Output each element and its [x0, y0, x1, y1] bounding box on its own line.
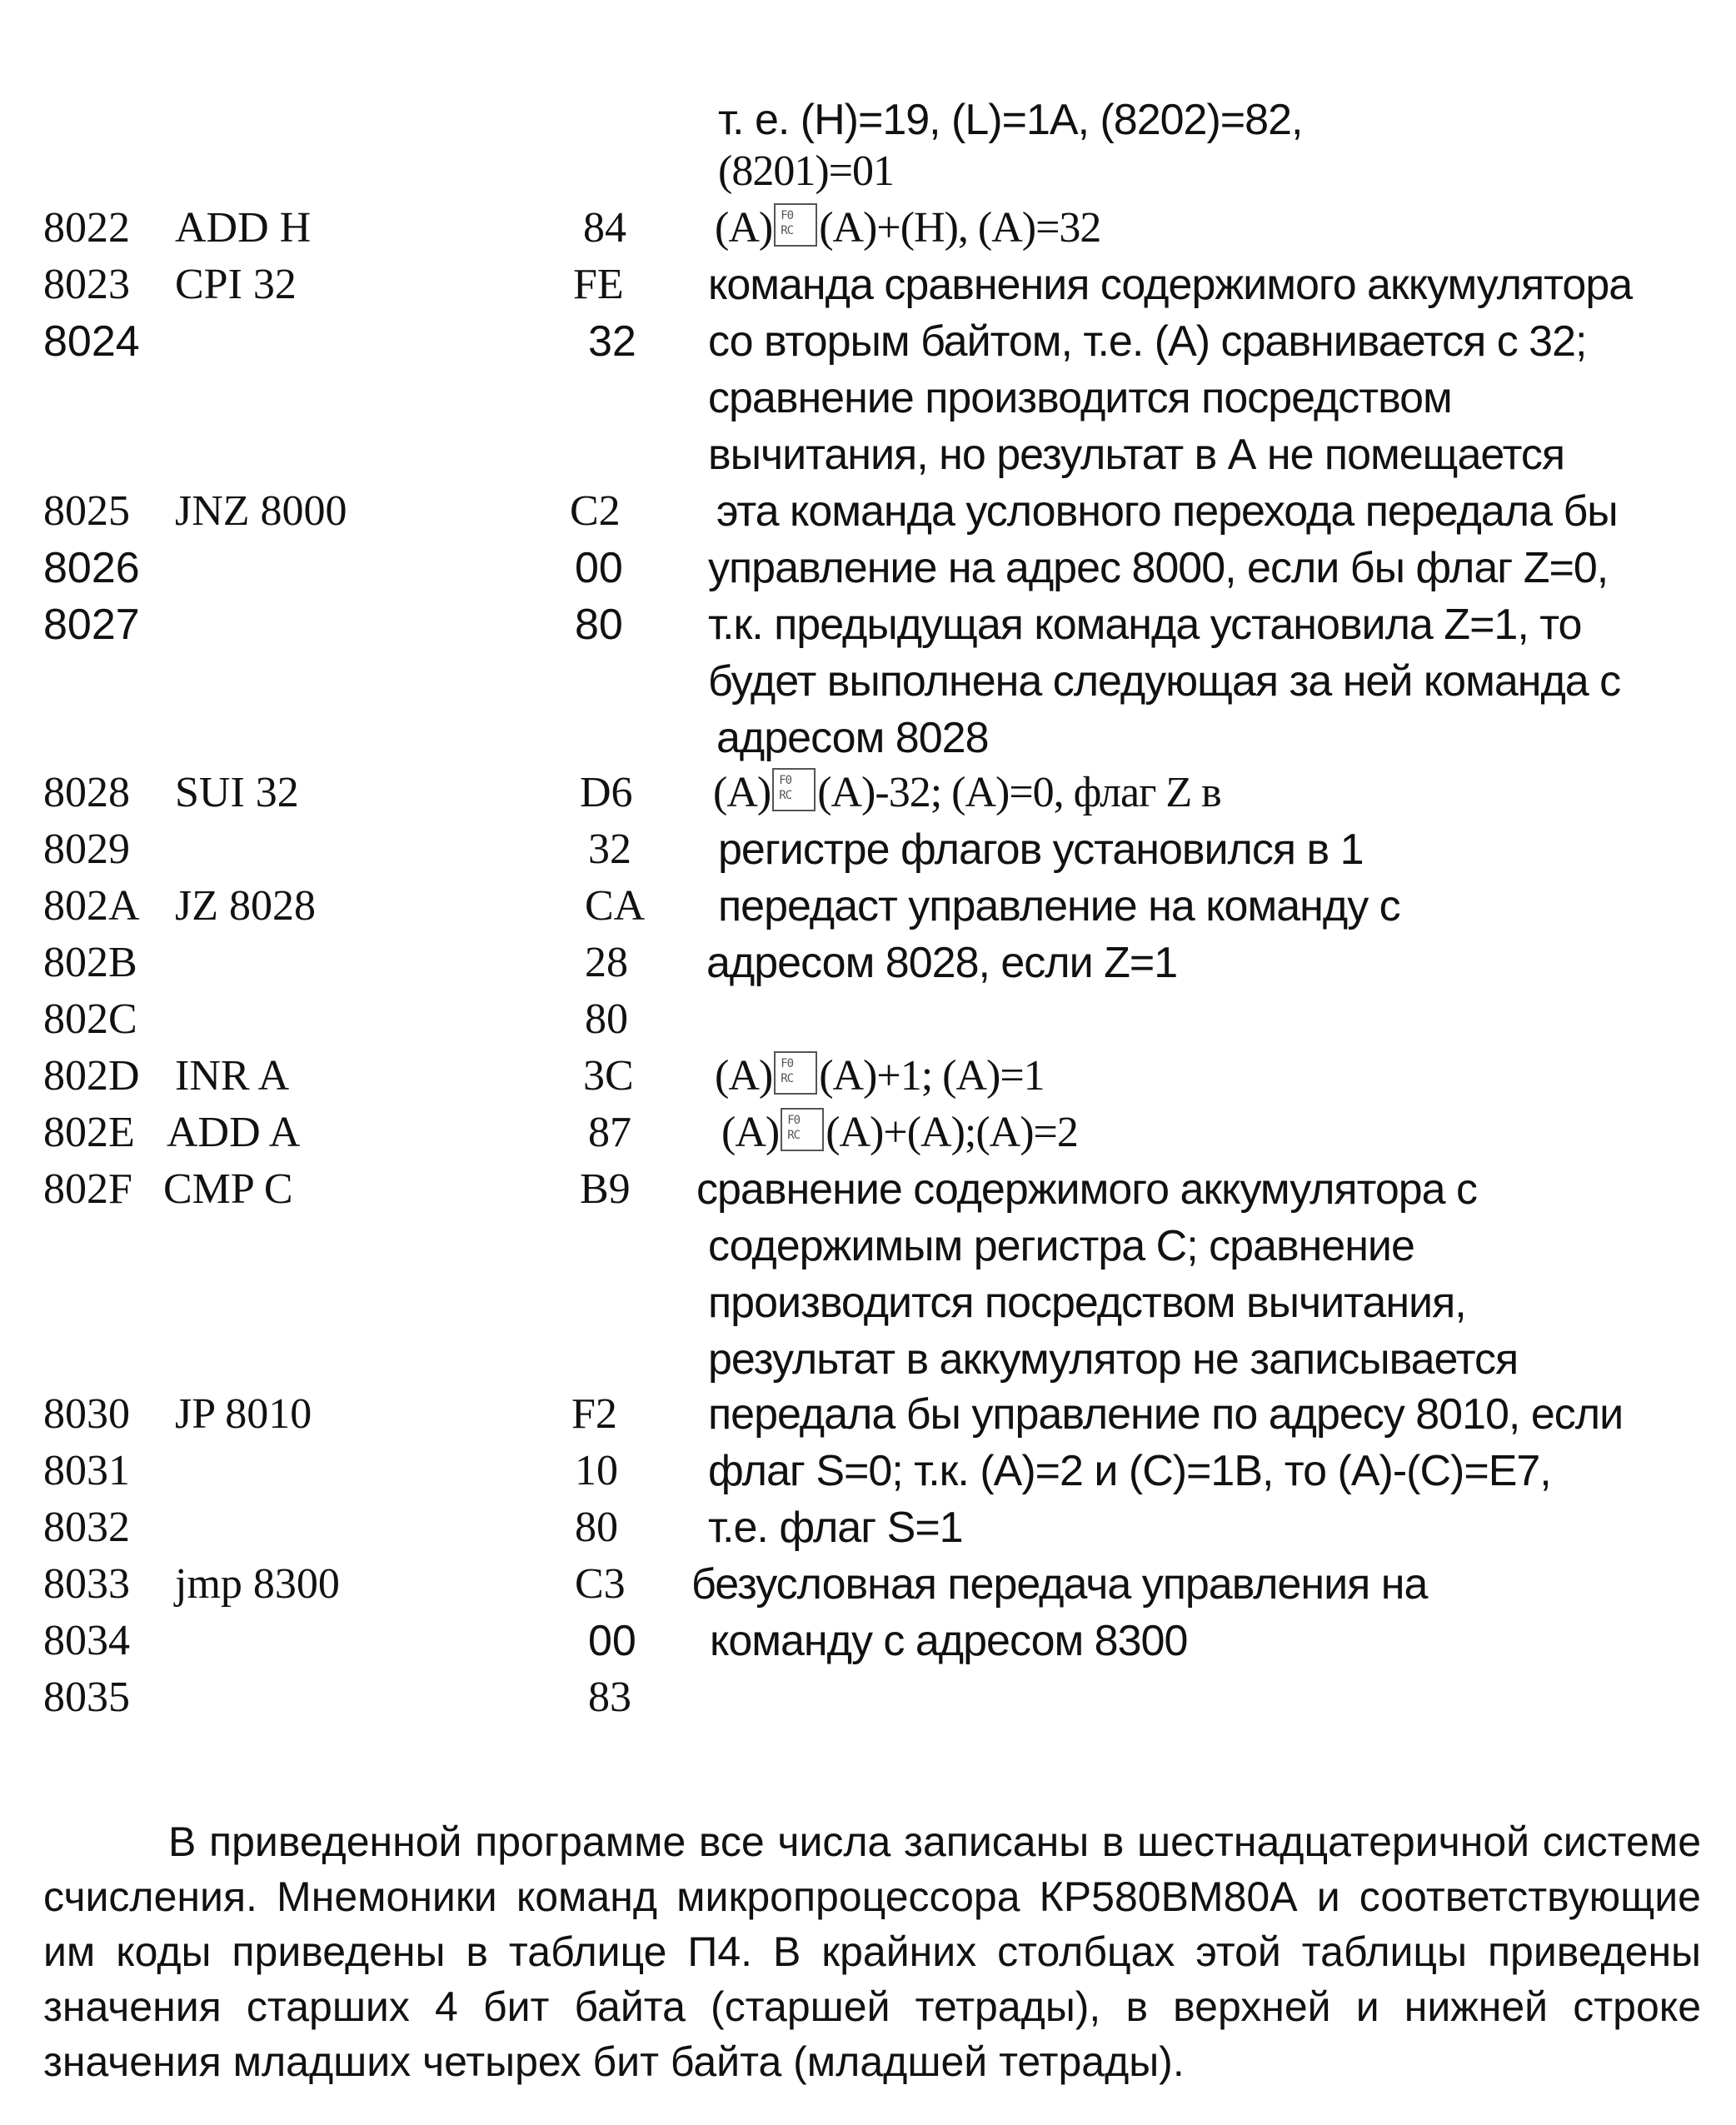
listing-line [0, 1669, 1736, 1726]
opcode: 32 [588, 826, 631, 873]
comment: т.к. предыдущая команда установила Z=1, то [708, 601, 1582, 649]
comment: т. е. (H)=19, (L)=1A, (8202)=82, [718, 96, 1303, 144]
comment-part: (A)+(H), (A)=32 [819, 204, 1101, 252]
opcode: 83 [588, 1674, 631, 1721]
opcode: F2 [571, 1390, 617, 1438]
address: 8026 [43, 544, 140, 592]
listing-line [0, 991, 1736, 1048]
address: 802B [43, 939, 137, 986]
opcode: 28 [585, 939, 628, 986]
opcode: B9 [580, 1165, 631, 1213]
listing-line [0, 1556, 1736, 1613]
listing-line [0, 313, 1736, 370]
opcode: 00 [588, 1617, 636, 1665]
comment: т.е. флаг S=1 [708, 1504, 963, 1552]
address: 8030 [43, 1390, 130, 1438]
listing-line [0, 710, 1736, 766]
opcode: 84 [583, 204, 626, 252]
address: 8031 [43, 1447, 130, 1494]
mnemonic: CPI 32 [175, 261, 297, 308]
listing-line [0, 426, 1736, 483]
address: 802A [43, 882, 140, 930]
opcode: 87 [588, 1109, 631, 1156]
address: 802D [43, 1052, 140, 1100]
listing-line [0, 821, 1736, 878]
listing-line [0, 1331, 1736, 1388]
listing-line [0, 1105, 1736, 1161]
mnemonic: jmp 8300 [175, 1560, 340, 1608]
comment: регистре флагов установился в 1 [718, 826, 1364, 874]
listing-line [0, 1499, 1736, 1556]
mnemonic: JZ 8028 [175, 882, 316, 930]
comment: адресом 8028, если Z=1 [706, 939, 1178, 987]
comment: передаст управление на команду с [718, 882, 1400, 930]
arrow-icon [774, 1051, 817, 1095]
address: 8025 [43, 487, 130, 535]
listing-line [0, 596, 1736, 653]
comment: результат в аккумулятор не записывается [708, 1335, 1519, 1384]
listing-line [0, 1443, 1736, 1499]
comment: команду с адресом 8300 [710, 1617, 1188, 1665]
opcode: C3 [575, 1560, 626, 1608]
comment: адресом 8028 [716, 714, 989, 762]
comment [721, 1105, 1078, 1161]
listing-line [0, 92, 1736, 148]
listing-line [0, 1048, 1736, 1105]
mnemonic: JNZ 8000 [175, 487, 347, 535]
comment-part: (A) [721, 1109, 780, 1156]
opcode: FE [573, 261, 624, 308]
comment: со вторым байтом, т.е. (A) сравнивается с 32; [708, 317, 1587, 366]
comment: производится посредством вычитания, [708, 1279, 1466, 1327]
listing-line [0, 878, 1736, 935]
comment [713, 765, 1221, 821]
mnemonic: ADD A [167, 1109, 301, 1156]
listing-line [0, 200, 1736, 257]
listing-line [0, 765, 1736, 821]
comment: будет выполнена следующая за ней команда с [708, 657, 1621, 706]
comment-part: (A) [713, 769, 771, 816]
comment: команда сравнения содержимого аккумулятора [708, 261, 1633, 309]
arrow-icon [772, 768, 816, 811]
listing-line [0, 1161, 1736, 1218]
listing-line [0, 1386, 1736, 1443]
comment: флаг S=0; т.к. (A)=2 и (C)=1B, то (A)-(C)=E7, [708, 1447, 1551, 1495]
mnemonic: ADD H [175, 204, 312, 252]
address: 802F [43, 1165, 132, 1213]
arrow-icon [774, 203, 817, 247]
comment: эта команда условного перехода передала бы [716, 487, 1618, 536]
address: 8022 [43, 204, 130, 252]
comment: безусловная передача управления на [691, 1560, 1428, 1609]
address: 8027 [43, 601, 140, 649]
comment: вычитания, но результат в А не помещается [708, 431, 1564, 479]
address: 8035 [43, 1674, 130, 1721]
listing-line [0, 1613, 1736, 1669]
opcode: 80 [585, 995, 628, 1043]
address: 802E [43, 1109, 135, 1156]
opcode: C2 [570, 487, 621, 535]
comment [715, 200, 1100, 257]
address: 8034 [43, 1617, 130, 1664]
address: 8032 [43, 1504, 130, 1551]
listing-line [0, 935, 1736, 991]
opcode: CA [585, 882, 646, 930]
opcode: 10 [575, 1447, 618, 1494]
mnemonic: CMP C [163, 1165, 293, 1213]
listing-line [0, 653, 1736, 710]
listing-line [0, 540, 1736, 596]
explanation-paragraph: В приведенной программе все числа записаны в шестнадцатеричной системе счисления. Мнемоники команд микропроцессора КР580ВМ80А и соответствующие им коды приведены в таблице П4. В крайних столбцах этой таблицы приведены значения старших 4 бит байта (старшей тетрады), в верхней и нижней строке значения младших четырех бит байта (младшей тетрады). [43, 1818, 1701, 2085]
comment: содержимым регистра С; сравнение [708, 1222, 1414, 1270]
mnemonic: JP 8010 [175, 1390, 312, 1438]
listing-line [0, 483, 1736, 540]
address: 8029 [43, 826, 130, 873]
comment: (8201)=01 [718, 147, 894, 195]
opcode: 80 [575, 1504, 618, 1551]
comment-part: (A)-32; (A)=0, флаг Z в [817, 769, 1221, 816]
opcode: 32 [588, 317, 636, 366]
listing-line [0, 143, 1736, 200]
arrow-icon [781, 1108, 824, 1151]
listing-line [0, 1275, 1736, 1331]
comment: сравнение содержимого аккумулятора с [696, 1165, 1478, 1214]
address: 8033 [43, 1560, 130, 1608]
comment: передала бы управление по адресу 8010, если [708, 1390, 1624, 1439]
listing-line [0, 370, 1736, 426]
opcode: D6 [580, 769, 633, 816]
comment-part: (A) [715, 204, 773, 252]
mnemonic: INR A [175, 1052, 290, 1100]
comment [715, 1048, 1045, 1105]
address: 8023 [43, 261, 130, 308]
opcode: 00 [575, 544, 623, 592]
comment: управление на адрес 8000, если бы флаг Z=0, [708, 544, 1609, 592]
listing-line [0, 1218, 1736, 1275]
listing-line [0, 257, 1736, 313]
comment-part: (A)+1; (A)=1 [819, 1052, 1045, 1100]
comment-part: (A) [715, 1052, 773, 1100]
address: 8028 [43, 769, 130, 816]
mnemonic: SUI 32 [175, 769, 299, 816]
address: 802C [43, 995, 137, 1043]
comment: сравнение производится посредством [708, 374, 1452, 422]
comment-part: (A)+(A);(A)=2 [826, 1109, 1078, 1156]
address: 8024 [43, 317, 140, 366]
opcode: 80 [575, 601, 623, 649]
opcode: 3C [583, 1052, 634, 1100]
